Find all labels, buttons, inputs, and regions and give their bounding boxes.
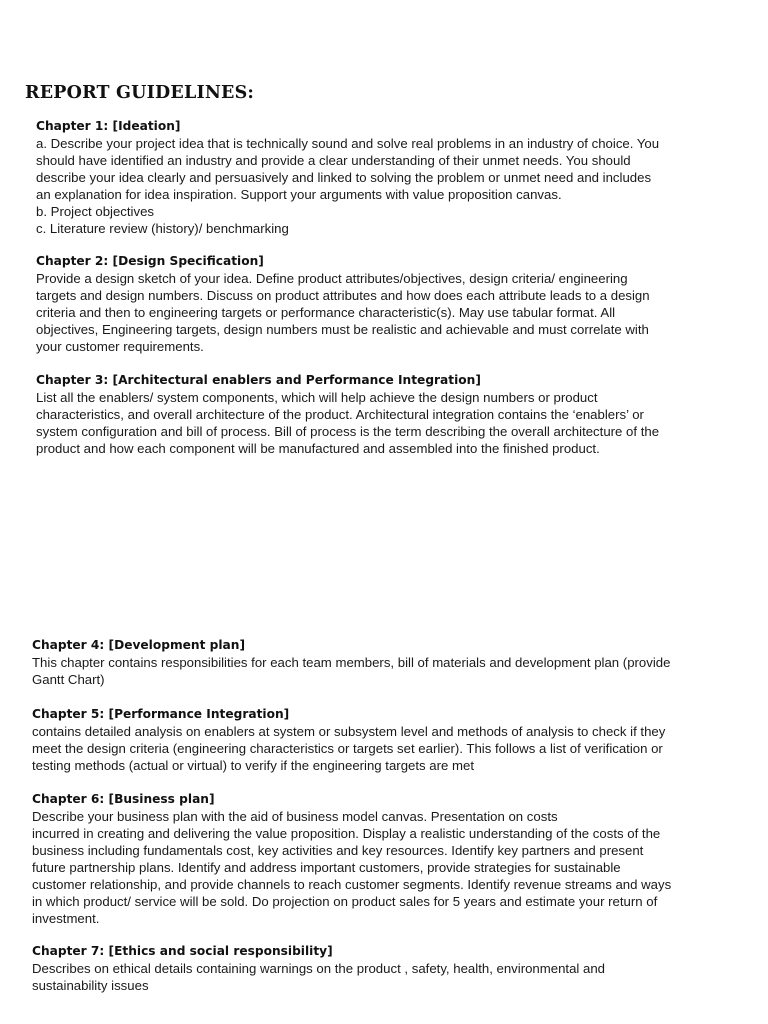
chapter-3-section: [0, 372, 768, 457]
chapter-3-line: characteristics, and overall architecture of the product. Architectural integration contains the ‘enablers’ or: [36, 407, 644, 422]
chapter-4-line: This chapter contains responsibilities for each team members, bill of materials and development plan (provide: [32, 655, 671, 670]
chapter-7-section: [0, 943, 768, 994]
chapter-5-line: contains detailed analysis on enablers at system or subsystem level and methods of analysis to check if they: [32, 724, 666, 739]
chapter-6-line: Describe your business plan with the aid of business model canvas. Presentation on costs: [32, 809, 558, 824]
chapter-1-line: should have identified an industry and provide a clear understanding of their unmet needs. You should: [36, 153, 631, 168]
chapter-5-section: [0, 706, 768, 774]
chapter-1-line: b. Project objectives: [36, 204, 155, 219]
chapter-6-heading: Chapter 6: [Business plan]: [32, 792, 215, 806]
chapter-6-line: investment.: [32, 911, 100, 926]
chapter-5-heading: Chapter 5: [Performance Integration]: [32, 707, 290, 721]
chapter-3-line: product and how each component will be manufactured and assembled into the finished product.: [36, 441, 600, 456]
chapter-1-line: c. Literature review (history)/ benchmarking: [36, 221, 289, 236]
chapter-5-line: testing methods (actual or virtual) to verify if the engineering targets are met: [32, 758, 474, 773]
chapter-1-section: [0, 118, 768, 237]
chapter-4-section: [0, 637, 768, 688]
chapter-2-line: targets and design numbers. Discuss on product attributes and how does each attribute leads to a design: [36, 288, 650, 303]
chapter-2-line: criteria and then to engineering targets or performance characteristic(s). May use tabular format. All: [36, 305, 616, 320]
chapter-3-line: system configuration and bill of process. Bill of process is the term describing the overall architecture of the: [36, 424, 660, 439]
chapter-2-line: Provide a design sketch of your idea. Define product attributes/objectives, design criteria/ engineering: [36, 271, 628, 286]
chapter-6-line: future partnership plans. Identify and address important customers, provide strategies for sustainable: [32, 860, 621, 875]
chapter-7-line: Describes on ethical details containing warnings on the product , safety, health, environmental and: [32, 961, 606, 976]
chapter-4-heading: Chapter 4: [Development plan]: [32, 638, 246, 652]
chapter-2-heading: Chapter 2: [Design Specification]: [36, 254, 264, 268]
chapter-2-line: your customer requirements.: [36, 339, 204, 354]
chapter-2-section: [0, 253, 768, 355]
chapter-5-line: meet the design criteria (engineering characteristics or targets set earlier). This follows a list of verification or: [32, 741, 663, 756]
chapter-1-line: a. Describe your project idea that is technically sound and solve real problems in an industry of choice. You: [36, 136, 660, 151]
chapter-7-heading: Chapter 7: [Ethics and social responsibility]: [32, 944, 333, 958]
chapter-1-line: an explanation for idea inspiration. Support your arguments with value proposition canvas.: [36, 187, 562, 202]
chapter-6-line: customer relationship, and provide channels to reach customer segments. Identify revenue streams and ways: [32, 877, 672, 892]
chapter-7-line: sustainability issues: [32, 978, 149, 993]
chapter-6-section: [0, 791, 768, 927]
chapter-6-line: incurred in creating and delivering the value proposition. Display a realistic understanding of the costs of the: [32, 826, 661, 841]
chapter-6-line: in which product/ service will be sold. Do projection on product sales for 5 years and estimate your return of: [32, 894, 658, 909]
chapter-2-line: objectives, Engineering targets, design numbers must be realistic and achievable and must correlate with: [36, 322, 649, 337]
chapter-4-line: Gantt Chart): [32, 672, 105, 687]
chapter-1-heading: Chapter 1: [Ideation]: [36, 119, 181, 133]
chapter-1-line: describe your idea clearly and persuasively and linked to solving the problem or unmet need and includes: [36, 170, 652, 185]
chapter-6-line: business including fundamentals cost, key activities and key resources. Identify key partners and present: [32, 843, 644, 858]
chapter-3-line: List all the enablers/ system components, which will help achieve the design numbers or product: [36, 390, 598, 405]
chapter-3-heading: Chapter 3: [Architectural enablers and Performance Integration]: [36, 373, 481, 387]
document-title: REPORT GUIDELINES:: [25, 83, 255, 103]
